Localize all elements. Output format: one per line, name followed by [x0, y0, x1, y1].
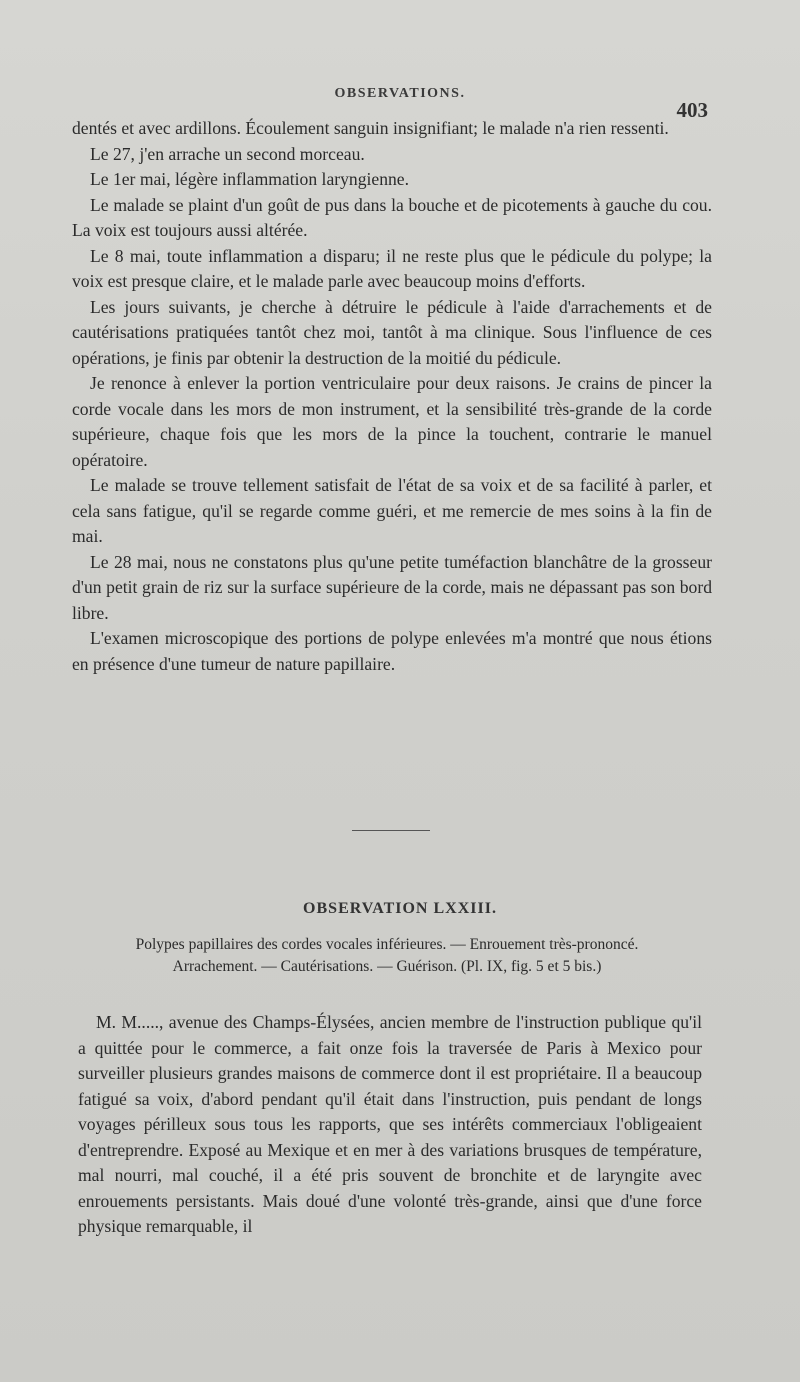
paragraph-continuation: dentés et avec ardillons. Écoulement sanguin insignifiant; le malade n'a rien ressenti. — [72, 118, 669, 138]
paragraph: Les jours suivants, je cherche à détruire le pédicule à l'aide d'arrachements et de cautérisations pratiquées tantôt chez moi, tantôt à ma clinique. Sous l'influence de ces opérations, je finis par obtenir la destruction de la moitié du pédicule. — [72, 296, 712, 368]
top-text-block — [72, 116, 712, 677]
paragraph: L'examen microscopique des portions de polype enlevées m'a montré que nous étions en présence d'une tumeur de nature papillaire. — [72, 628, 712, 674]
observation-body: M. M....., avenue des Champs-Élysées, ancien membre de l'instruction publique qu'il a quittée pour le commerce, a fait onze fois la traversée de Paris à Mexico pour surveiller plusieurs grandes maisons de commerce dont il est propriétaire. Il a beaucoup fatigué sa voix, d'abord pendant qu'il était dans l'instruction, puis pendant de longs voyages périlleux sous tous les rapports, que ses intérêts commerciaux l'obligeaient d'entreprendre. Exposé au Mexique et en mer à des variations brusques de température, mal nourri, mal couché, il a été pris souvent de bronchite et de laryngite avec enrouements persistants. Mais doué d'une volonté très-grande, ainsi que d'une force physique remarquable, il — [78, 1012, 702, 1236]
observation-body-block — [78, 1010, 702, 1240]
observation-subtitle-line-2: Arrachement. — Cautérisations. — Guérison. (Pl. IX, fig. 5 et 5 bis.) — [172, 958, 602, 975]
section-divider — [352, 830, 430, 831]
paragraph: Le malade se trouve tellement satisfait de l'état de sa voix et de sa facilité à parler, et cela sans fatigue, qu'il se regarde comme guéri, et me remercie de mes soins à la fin de mai. — [72, 475, 712, 546]
observation-subtitle — [62, 934, 712, 978]
page-number: 403 — [676, 98, 708, 122]
paragraph: Le malade se plaint d'un goût de pus dans la bouche et de picotements à gauche du cou. La voix est toujours aussi altérée. — [72, 194, 712, 240]
running-head: OBSERVATIONS. — [334, 86, 466, 101]
observation-subtitle-line-1: Polypes papillaires des cordes vocales inférieures. — Enrouement très-prononcé. — [135, 936, 639, 953]
paragraph: Le 1er mai, légère inflammation laryngienne. — [90, 169, 409, 189]
observation-title: OBSERVATION LXXIII. — [303, 900, 497, 917]
paragraph: Je renonce à enlever la portion ventriculaire pour deux raisons. Je crains de pincer la corde vocale dans les mors de mon instrument, et la sensibilité très-grande de la corde supérieure, chaque fois que les mors de la pince la touchent, contrarie le manuel opératoire. — [72, 373, 712, 470]
paragraph: Le 8 mai, toute inflammation a disparu; il ne reste plus que le pédicule du polype; la voix est presque claire, et le malade parle avec beaucoup moins d'efforts. — [72, 245, 712, 291]
paragraph: Le 28 mai, nous ne constatons plus qu'une petite tuméfaction blanchâtre de la grosseur d'un petit grain de riz sur la surface supérieure de la corde, mais ne dépassant pas son bord libre. — [72, 551, 712, 623]
paragraph: Le 27, j'en arrache un second morceau. — [90, 143, 365, 164]
